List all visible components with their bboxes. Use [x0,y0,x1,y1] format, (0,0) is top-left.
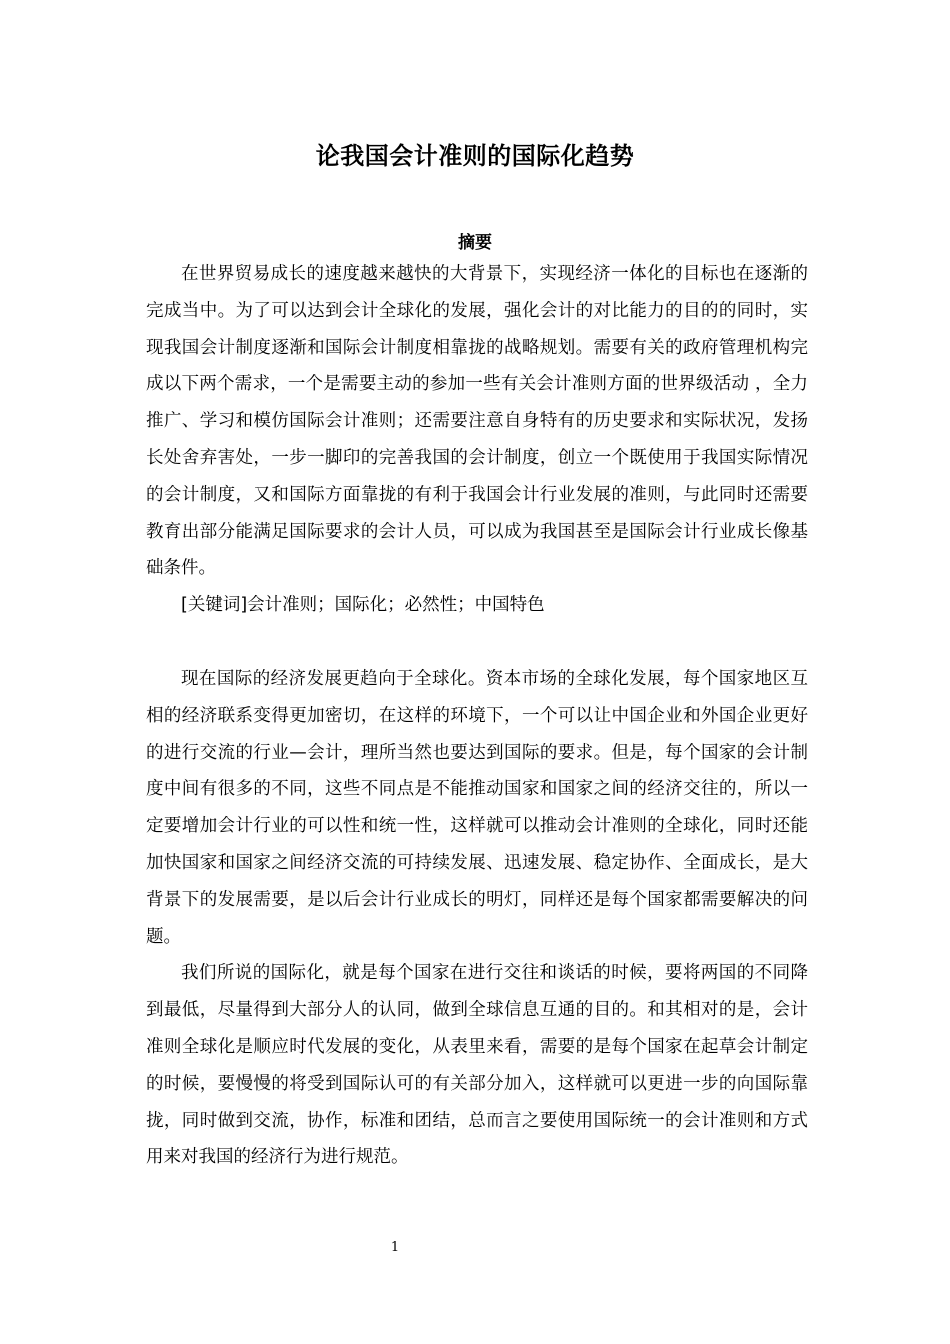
keywords-line [146,587,808,624]
abstract-section [146,256,808,624]
keywords-text: 会计准则；国际化；必然性；中国特色 [247,595,545,616]
abstract-heading: 摘要 [458,233,492,253]
document-title: 论我国会计准则的国际化趋势 [315,142,635,170]
main-body [146,661,808,1176]
abstract-paragraph: 在世界贸易成长的速度越来越快的大背景下，实现经济一体化的目标也在逐渐的完成当中。为了可以达到会计全球化的发展，强化会计的对比能力的目的的同时，实现我国会计制度逐渐和国际会计制度相靠拢的战略规划。需要有关的政府管理机构完成以下两个需求，一个是需要主动的参加一些有关会计准则方面的世界级活动 ，全力推广、学习和模仿国际会计准则；还需要注意自身特有的历史要求和实际状况，发扬长处舍弃害处，一步一脚印的完善我国的会计制度，创立一个既使用于我国实际情况的会计制度，又和国际方面靠拢的有利于我国会计行业发展的准则，与此同时还需要教育出部分能满足国际要求的会计人员，可以成为我国甚至是国际会计行业成长像基础条件。 [146,264,808,579]
page-number: 1 [390,1240,400,1255]
keywords-label: [关键词] [181,595,248,616]
body-paragraph-1: 现在国际的经济发展更趋向于全球化。资本市场的全球化发展，每个国家地区互相的经济联系变得更加密切，在这样的环境下，一个可以让中国企业和外国企业更好的进行交流的行业—会计，理所当然也要达到国际的要求。但是，每个国家的会计制度中间有很多的不同，这些不同点是不能推动国家和国家之间的经济交往的，所以一定要增加会计行业的可以性和统一性，这样就可以推动会计准则的全球化，同时还能加快国家和国家之间经济交流的可持续发展、迅速发展、稳定协作、全面成长，是大背景下的发展需要，是以后会计行业成长的明灯，同样还是每个国家都需要解决的问题。 [146,669,808,947]
body-paragraph-2: 我们所说的国际化，就是每个国家在进行交往和谈话的时候，要将两国的不同降到最低，尽量得到大部分人的认同，做到全球信息互通的目的。和其相对的是，会计准则全球化是顺应时代发展的变化，从表里来看，需要的是每个国家在起草会计制定的时候，要慢慢的将受到国际认可的有关部分加入，这样就可以更进一步的向国际靠拢，同时做到交流，协作，标准和团结，总而言之要使用国际统一的会计准则和方式用来对我国的经济行为进行规范。 [146,963,808,1168]
